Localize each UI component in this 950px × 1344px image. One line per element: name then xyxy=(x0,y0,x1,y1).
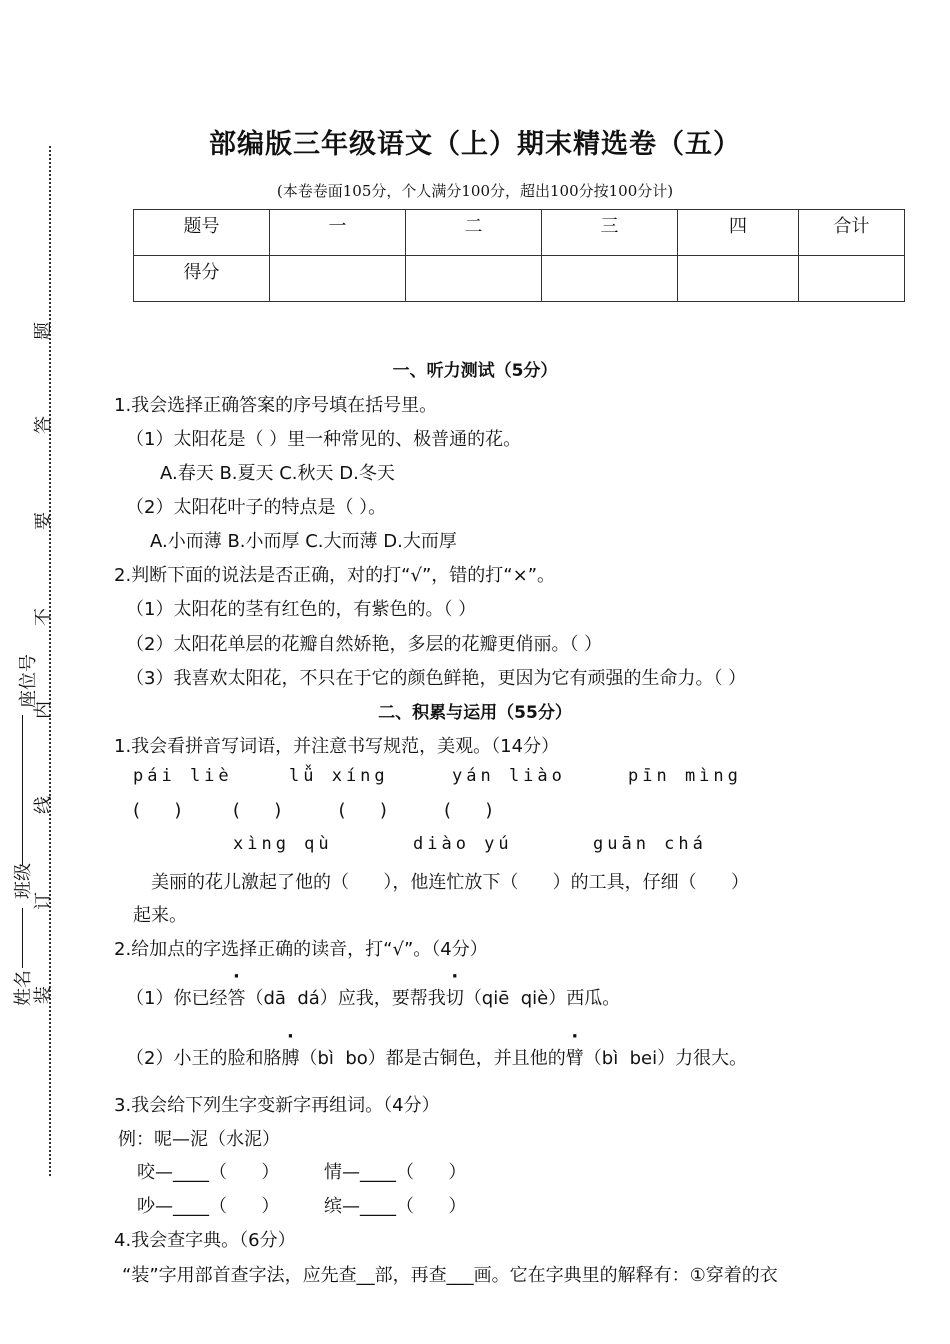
char-change-item[interactable]: 情—____（ ） xyxy=(324,1162,467,1183)
score-input-cell[interactable] xyxy=(270,256,406,302)
dotted-char: 答 xyxy=(227,988,246,1009)
q2-2-part-b[interactable]: （bì bo）都是古铜色，并且他的 xyxy=(299,1048,566,1069)
pinyin-item: pái liè xyxy=(133,766,233,786)
section1-heading: 一、听力测试（5分） xyxy=(392,361,558,381)
score-input-cell[interactable] xyxy=(678,256,799,302)
binding-dotted-line xyxy=(49,146,51,1176)
s1-q1-2-options: A.小而薄 B.小而厚 C.大而薄 D.大而厚 xyxy=(150,531,457,552)
score-cell: 三 xyxy=(542,210,678,256)
page-subtitle: (本卷卷面105分，个人满分100分，超出100分按100分计) xyxy=(276,182,674,200)
s2-q4-text[interactable]: “装”字用部首查字法，应先查__部，再查___画。它在字典里的解释有：①穿着的衣 xyxy=(122,1265,778,1286)
fill-sentence[interactable]: 美丽的花儿激起了他的（ ），他连忙放下（ ）的工具，仔细（ ） xyxy=(151,872,749,893)
s2-q3-example: 例：呢—泥（水泥） xyxy=(118,1129,280,1150)
s2-q2-1 xyxy=(126,984,620,1010)
score-input-cell[interactable] xyxy=(542,256,678,302)
score-cell: 一 xyxy=(270,210,406,256)
score-cell: 合计 xyxy=(799,210,905,256)
s2-q2: 2.给加点的字选择正确的读音，打“√”。（4分） xyxy=(114,939,488,960)
char-change-item[interactable]: 缤—____（ ） xyxy=(324,1196,467,1217)
class-field-line[interactable] xyxy=(22,908,23,968)
dotted-char: 膊 xyxy=(281,1048,300,1069)
binding-char-ding: 订 xyxy=(33,892,54,910)
binding-char-bu: 不 xyxy=(33,608,54,626)
pinyin-item: guān chá xyxy=(593,834,707,854)
q2-2-part-c[interactable]: （bì bei）力很大。 xyxy=(583,1048,748,1069)
binding-char-zhuang: 装 xyxy=(33,986,54,1004)
binding-char-xian: 线 xyxy=(33,796,54,814)
score-cell: 二 xyxy=(406,210,542,256)
name-label: 姓名 xyxy=(13,970,34,1006)
s1-q1-1-options: A.春天 B.夏天 C.秋天 D.冬天 xyxy=(160,463,395,484)
pinyin-item: pīn mìng xyxy=(628,766,742,786)
s2-q3: 3.我会给下列生字变新字再组词。（4分） xyxy=(114,1095,440,1116)
class-label: 班级 xyxy=(13,863,34,899)
binding-char-da: 答 xyxy=(33,416,54,434)
pinyin-item: lǚ xíng xyxy=(289,766,389,786)
s1-q2: 2.判断下面的说法是否正确，对的打“√”，错的打“×”。 xyxy=(114,565,556,586)
s1-q1: 1.我会选择正确答案的序号填在括号里。 xyxy=(114,395,438,416)
s1-q1-1: （1）太阳花是（ ）里一种常见的、极普通的花。 xyxy=(126,429,522,450)
binding-char-ti: 题 xyxy=(33,322,54,340)
s1-q2-2: （2）太阳花单层的花瓣自然娇艳，多层的花瓣更俏丽。（ ） xyxy=(126,634,603,655)
score-cell: 题号 xyxy=(134,210,270,256)
dotted-char: 臂 xyxy=(565,1048,584,1069)
s1-q1-2: （2）太阳花叶子的特点是（ ）。 xyxy=(126,497,387,518)
q2-1-part-a: （1）你已经 xyxy=(126,988,228,1009)
char-change-item[interactable]: 咬—____（ ） xyxy=(137,1162,280,1183)
pinyin-item: xìng qù xyxy=(233,834,333,854)
q2-1-part-b[interactable]: （dā dá）应我，要帮我 xyxy=(245,988,446,1009)
q2-1-part-c[interactable]: （qiē qiè）西瓜。 xyxy=(463,988,621,1009)
page-title: 部编版三年级语文（上）期末精选卷（五） xyxy=(209,129,741,160)
s2-q1: 1.我会看拼音写词语，并注意书写规范，美观。（14分） xyxy=(114,736,560,757)
score-cell: 四 xyxy=(678,210,799,256)
s2-q2-2 xyxy=(126,1044,747,1070)
s1-q2-3: （3）我喜欢太阳花，不只在于它的颜色鲜艳，更因为它有顽强的生命力。（ ） xyxy=(126,668,747,689)
s2-q4: 4.我会查字典。（6分） xyxy=(114,1230,296,1251)
char-change-item[interactable]: 吵—____（ ） xyxy=(137,1196,280,1217)
s1-q2-1: （1）太阳花的茎有红色的，有紫色的。（ ） xyxy=(126,599,477,620)
q2-2-part-a: （2）小王的脸和胳 xyxy=(126,1048,282,1069)
score-table-score-row xyxy=(134,256,905,302)
score-table-header-row xyxy=(134,210,905,256)
pinyin-item: diào yú xyxy=(413,834,513,854)
pinyin-item: yán liào xyxy=(452,766,566,786)
seat-field-line[interactable] xyxy=(22,715,23,865)
binding-char-yao: 要 xyxy=(33,512,54,530)
score-input-cell[interactable] xyxy=(799,256,905,302)
section2-heading: 二、积累与运用（55分） xyxy=(378,703,572,723)
score-row-label: 得分 xyxy=(134,256,270,302)
score-input-cell[interactable] xyxy=(406,256,542,302)
seat-label: 座位号 xyxy=(18,654,39,708)
binding-char-nei: 内 xyxy=(33,701,54,719)
dotted-char: 切 xyxy=(445,988,464,1009)
answer-brackets-row[interactable]: ( ) ( ) ( ) ( ) xyxy=(133,800,493,821)
fill-sentence-end: 起来。 xyxy=(133,905,187,926)
score-table xyxy=(133,209,905,302)
